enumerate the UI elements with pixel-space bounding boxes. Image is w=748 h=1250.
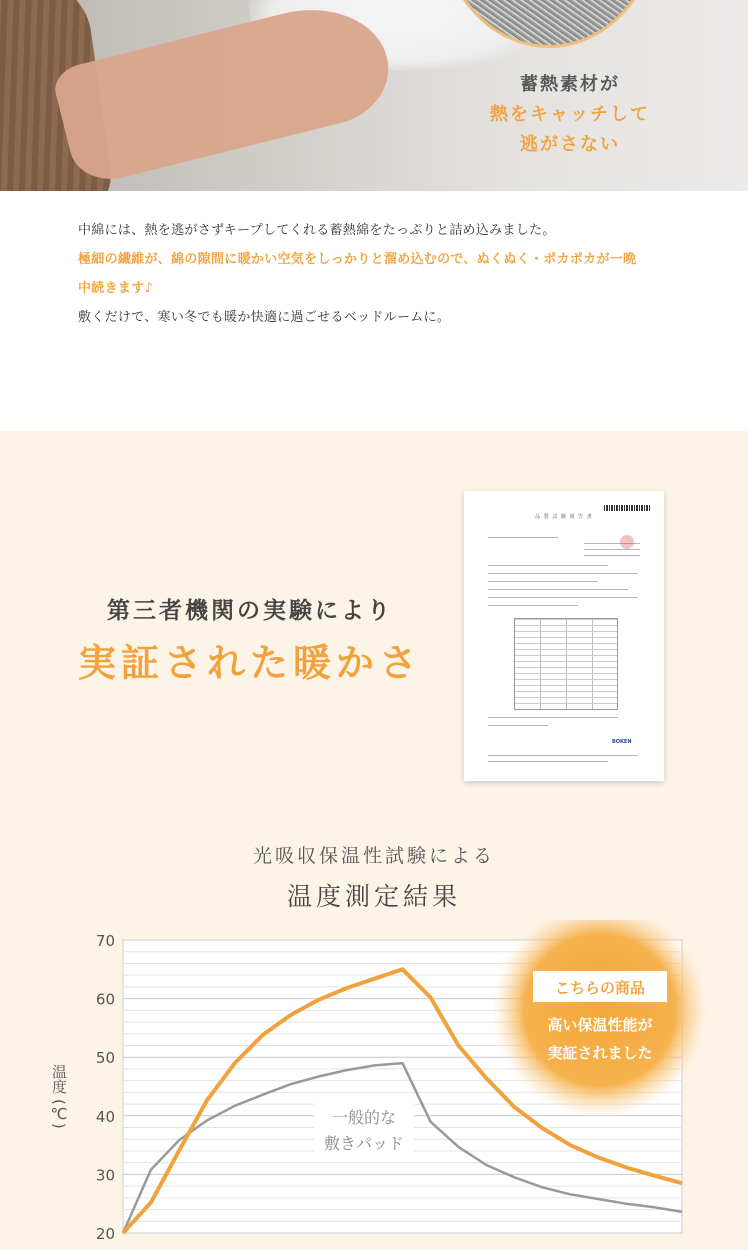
certificate-text-line <box>488 589 628 590</box>
y-axis-unit: (℃) <box>50 1099 68 1129</box>
certificate-results-table <box>514 618 618 710</box>
hero-caption <box>470 70 670 160</box>
certificate-text-line <box>488 761 608 762</box>
y-tick-label: 50 <box>95 1049 115 1068</box>
barcode <box>604 505 650 511</box>
y-axis-label-text: 温度 <box>50 1064 68 1094</box>
y-tick-label: 60 <box>95 990 115 1009</box>
temperature-chart <box>0 920 748 1250</box>
intro-text <box>78 216 688 332</box>
chart-title: 温度測定結果 <box>286 882 461 911</box>
lab-title-line1: 第三者機関の実験により <box>107 598 393 624</box>
y-tick-label: 40 <box>95 1107 115 1126</box>
intro-line3: 中続きます♪ <box>78 281 154 296</box>
certificate-text-line <box>488 573 638 574</box>
boken-logo: BOKEN <box>612 739 632 745</box>
certificate-text-line <box>488 717 618 718</box>
intro-line2: 極細の繊維が、綿の隙間に暖かい空気をしっかりと溜め込むので、ぬくぬく・ポカポカが一晩 <box>78 252 637 267</box>
certificate-title: 品 質 試 験 報 告 書 <box>535 514 593 520</box>
certificate-text-line <box>584 555 640 556</box>
certificate-text-line <box>488 605 578 606</box>
certificate-text-line <box>488 755 638 756</box>
seal-stamp <box>620 535 634 549</box>
certificate-text-line <box>488 725 548 726</box>
certificate-text-line <box>488 597 638 598</box>
certificate-text-line <box>488 537 558 538</box>
hero-caption-line2: 熱をキャッチして <box>490 104 650 125</box>
certificate-text-line <box>488 581 598 582</box>
general-label-line1: 一般的な <box>331 1108 397 1127</box>
intro-line4: 敷くだけで、寒い冬でも暖か快適に過ごせるベッドルームに。 <box>78 310 451 325</box>
general-pad-label <box>314 1100 414 1160</box>
general-label-line2: 敷きパッド <box>323 1134 405 1153</box>
test-certificate-image <box>464 491 664 781</box>
badge-label: こちらの商品 <box>554 979 646 997</box>
certificate-text-line <box>488 565 608 566</box>
badge-text-line2: 実証されました <box>547 1044 653 1062</box>
y-tick-label: 30 <box>95 1166 115 1185</box>
y-ticks <box>96 932 115 1243</box>
cupped-hands <box>50 0 399 188</box>
intro-line1: 中綿には、熱を逃がさずキープしてくれる蓄熱綿をたっぷりと詰め込みました。 <box>78 223 556 238</box>
chart-subtitle: 光吸収保温性試験による <box>252 845 495 867</box>
lab-title-line2: 実証された暖かさ <box>77 641 422 685</box>
hero-caption-line1: 蓄熱素材が <box>520 74 620 95</box>
hero-caption-line3: 逃がさない <box>520 134 620 155</box>
y-tick-label: 70 <box>95 932 115 950</box>
hero-photo <box>0 0 748 191</box>
product-badge <box>533 971 667 1062</box>
badge-text-line1: 高い保温性能が <box>547 1016 653 1034</box>
certificate-text-line <box>584 549 640 550</box>
y-tick-label: 20 <box>95 1225 115 1243</box>
